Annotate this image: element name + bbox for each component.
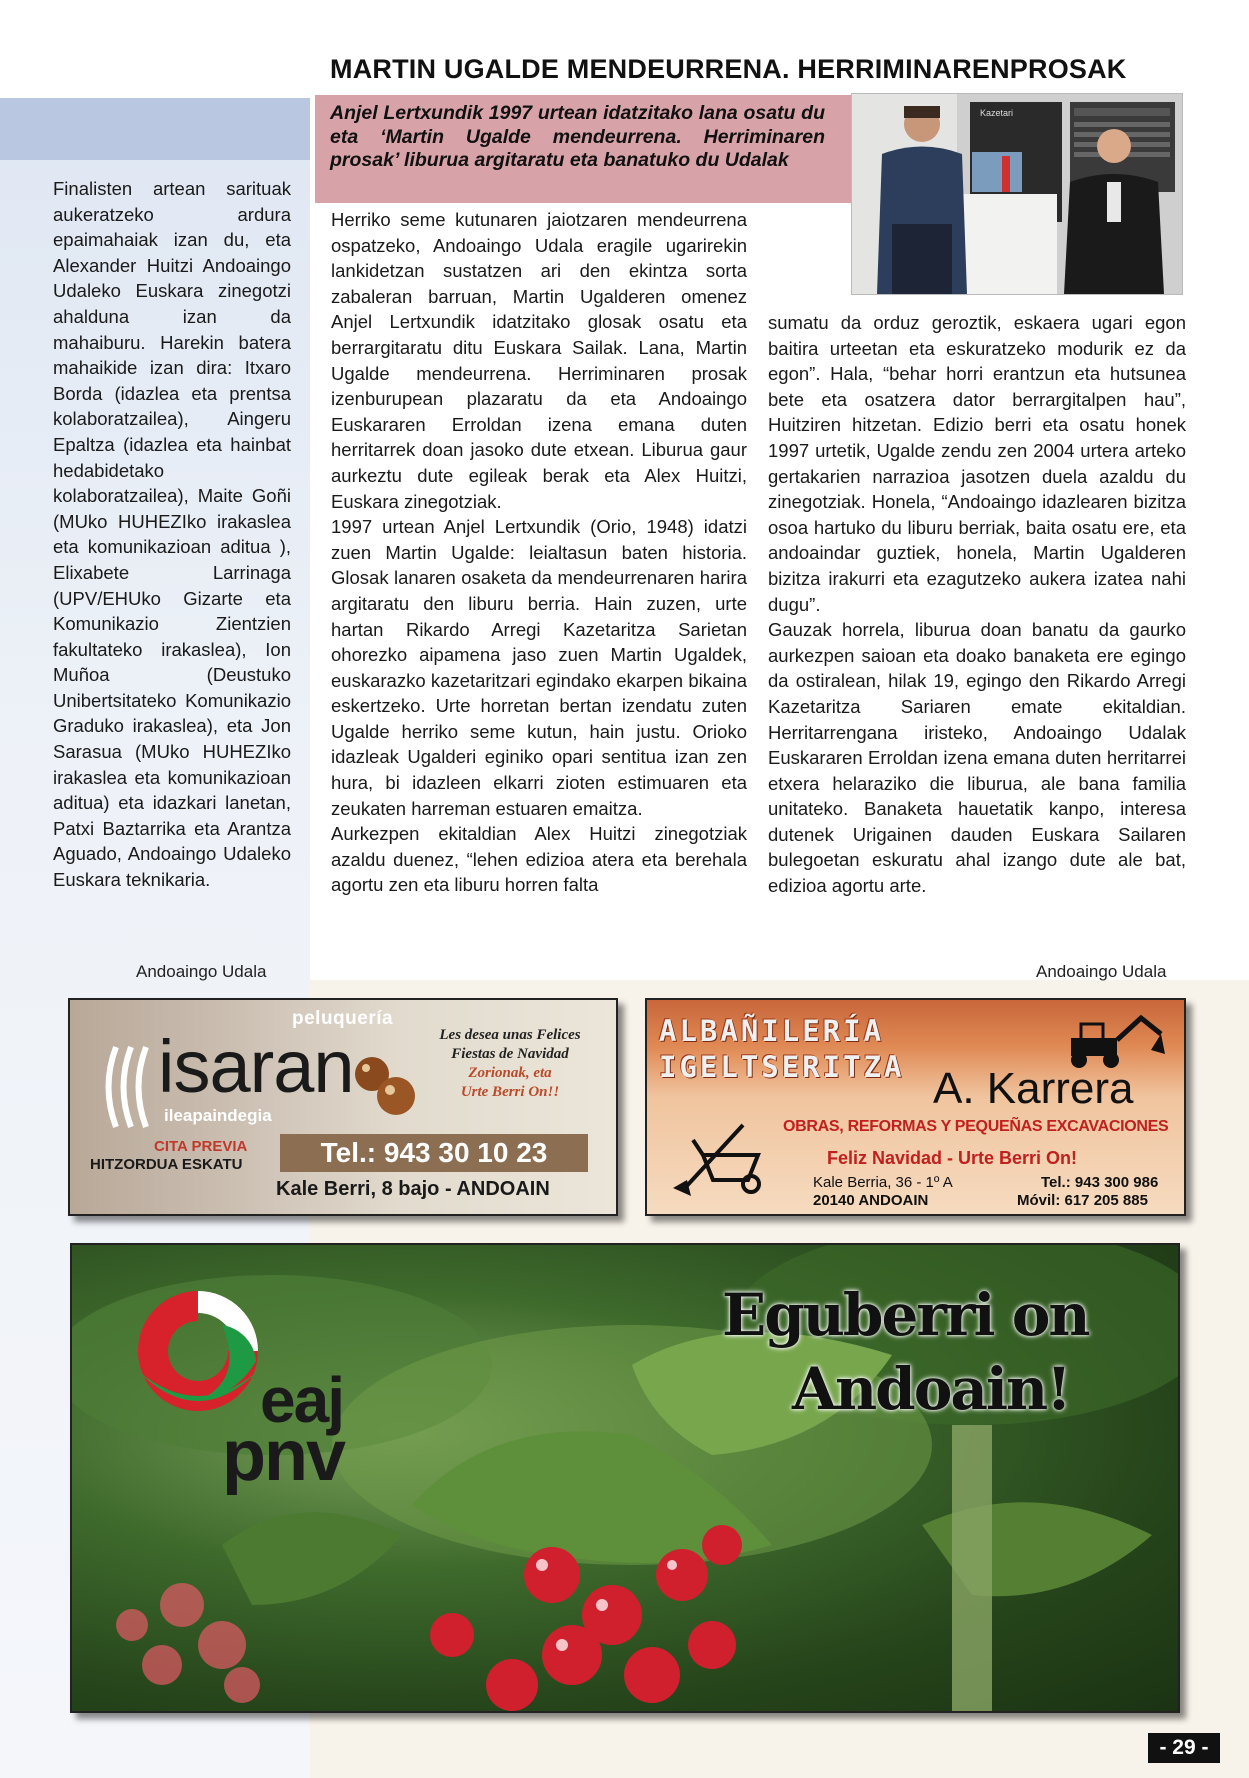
photo-poster-label: Kazetari xyxy=(980,108,1014,118)
wheelbarrow-shovel-icon xyxy=(663,1110,773,1200)
right-paragraph-2: Gauzak horrela, liburua doan banatu da gaurko aurkezpen saioan eta doako banaketa ere egingo da ostiralean, hilak 19, egingo den Rikardo Arregi Kazetaritza Sariaren emate ekitaldian. Herritarrengana iristeko, Andoaingo Udalak Euskararen Erroldan izena emana duten herritarrei etxera helaraziko die liburua, ale bana familia unitateko. Banaketa hauetatik kanpo, interesa dutenek Urigainen dauden Euskara Sailaren bulegoetan eskuratu ahal izango dute ale bat, edizioa agortu arte. xyxy=(768,619,1186,897)
pnv-logo-icon xyxy=(118,1281,278,1421)
photo-illustration xyxy=(852,94,1182,294)
isaran-swirl-logo xyxy=(96,1042,166,1132)
left-column-text: Finalisten artean sarituak aukeratzeko ardura epaimahaiak izan du, eta Alexander Huitzi Andoaingo Udaleko Euskara zinegotzi ahalduna izan da mahaiburu. Harekin batera mahaikide izan dira: Itxaro Borda (idazlea eta prentsa kolaboratzailea), Aingeru Epaltza (idazlea eta hainbat hedabidetako kolaboratzailea), Maite Goñi (MUko HUHEZIko irakaslea eta komunikazioan aditua ), Elixabete Larrinaga (UPV/EHUko Gizarte eta Komunikazio Zientzien fakultateko irakaslea), Ion Muñoa (Deustuko Unibertsitateko Komunikazio Graduko irakaslea), eta Jon Sarasua (MUko HUHEZIko irakaslea eta komunikazioan aditua) eta idazkari lanetan, Patxi Baztarrika eta Arantza Aguado, Andoaingo Udaleko Euskara teknikaria. xyxy=(53,178,291,891)
isaran-greeting-3: Zorionak, eta xyxy=(468,1065,552,1081)
isaran-address: Kale Berri, 8 bajo - ANDOAIN xyxy=(276,1178,550,1200)
right-paragraph-1: sumatu da orduz geroztik, eskaera ugari egon baitira urteetan eta eskuratzeko modurik ez da egon”. Hala, “behar horri erantzun eta hutsunea bete eta osatzera dator berrargitalpen hau”, Huitziren hitzetan. Edizio berri eta osatu honek 1997 urtetik, Ugalde zendu zen 2004 urtera arteko gertakarien narrazioa jasotzen duela azaldu du zinegotziak. Honela, “Andoaingo idazlearen bizitza osoa hartuko du liburu berriak, baita osatu ere, eta andoaindar guztiek, honela, Martin Ugalderen bizitza irakurri eta ezagutzeko aukera izatea nahi dugu”. xyxy=(768,312,1186,615)
isaran-phone[interactable]: Tel.: 943 30 10 23 xyxy=(280,1134,588,1172)
article-lead: Anjel Lertxundik 1997 urtean idatzitako lana osatu du eta ‘Martin Ugalde mendeurrena. Herriminaren prosak’ liburua argitaratu eta banatuko du Udalak xyxy=(330,102,825,171)
left-column-signature: Andoaingo Udala xyxy=(136,962,267,981)
isaran-greeting-4: Urte Berri On!! xyxy=(460,1084,560,1100)
isaran-cita-previa: CITA PREVIA xyxy=(154,1138,248,1155)
isaran-greeting-1: Les desea unas Felices xyxy=(439,1027,581,1043)
pnv-greeting-2: Andoain! xyxy=(792,1355,1070,1423)
karrera-advertisement[interactable] xyxy=(645,998,1186,1216)
excavator-icon xyxy=(1061,1010,1171,1070)
left-column xyxy=(53,176,291,893)
karrera-address-1: Kale Berria, 36 - 1º A xyxy=(813,1174,953,1191)
article-photo xyxy=(851,93,1183,295)
isaran-greeting-2: Fiestas de Navidad xyxy=(451,1046,569,1062)
karrera-brand: A. Karrera xyxy=(933,1064,1134,1113)
karrera-phone[interactable]: Tel.: 943 300 986 xyxy=(1041,1174,1159,1191)
middle-paragraph-3: Aurkezpen ekitaldian Alex Huitzi zinegotziak azaldu duenez, “lehen edizioa atera eta berehala agortu zen eta liburu horren falta xyxy=(331,823,747,896)
left-blue-band xyxy=(0,98,310,160)
karrera-line-1: ALBAÑILERÍA xyxy=(659,1014,885,1048)
pnv-logo-pnv: pnv xyxy=(222,1416,345,1496)
karrera-address-2: 20140 ANDOAIN xyxy=(813,1192,929,1209)
isaran-top-label: peluquería xyxy=(292,1008,394,1029)
isaran-brand: isaran xyxy=(158,1025,354,1108)
article-headline: MARTIN UGALDE MENDEURRENA. HERRIMINARENPROSAK xyxy=(330,54,1127,84)
karrera-greeting: Feliz Navidad - Urte Berri On! xyxy=(827,1148,1078,1168)
isaran-hitzordua: HITZORDUA ESKATU xyxy=(90,1156,243,1173)
karrera-line-2: IGELTSERITZA xyxy=(659,1050,905,1084)
karrera-mobile[interactable]: Móvil: 617 205 885 xyxy=(1017,1192,1148,1209)
middle-paragraph-2: 1997 urtean Anjel Lertxundik (Orio, 1948) idatzi zuen Martin Ugalde: leialtasun baten historia. Glosak lanaren osaketa da mendeurrenaren harira argitaratu den liburu berria. Hain zuzen, urte hartan Rikardo Arregi Kazetaritza Sarietan ohorezko aipamena jaso zuen Martin Ugaldek, euskarazko kazetaritzari egindako ekarpen bikaina eskertzeko. Urte horretan bertan izendatu zuten Ugalde herriko seme kutun, hain justu. Orioko idazleak Ugalderi eginiko opari sentitua izan zen hura, bi idazleen elkarri zioten estimuaren eta zeukaten harreman estuaren emaitza. xyxy=(331,516,747,819)
right-column-signature: Andoaingo Udala xyxy=(1036,962,1167,981)
karrera-services: OBRAS, REFORMAS Y PEQUEÑAS EXCAVACIONES xyxy=(783,1118,1169,1135)
christmas-ornaments-icon xyxy=(350,1048,420,1118)
isaran-advertisement[interactable] xyxy=(68,998,618,1216)
pnv-greeting-1: Eguberri on xyxy=(722,1281,1089,1349)
page-number: - 29 - xyxy=(1148,1733,1220,1763)
pnv-christmas-advertisement[interactable] xyxy=(70,1243,1180,1713)
isaran-subtitle: ileapaindegia xyxy=(164,1106,272,1125)
middle-column xyxy=(331,207,747,898)
middle-paragraph-1: Herriko seme kutunaren jaiotzaren mendeurrena ospatzeko, Andoaingo Udala eragile ugarirekin lankidetzan sustatzen ari den ekintza sorta zabaleran barruan, Martin Ugalderen omenez Anjel Lertxundik idatzitako glosak osatu eta berrargitaratu ditu Euskara Sailak. Lana, Martin Ugalde mendeurrena. Herriminaren prosak izenburupean plazaratu da eta Andoaingo Euskararen Erroldan izena emana duten herritarrek doan jasoko dute etxean. Liburua gaur aurkeztu dute egileak berak eta Alex Huitzi, Euskara zinegotziak. xyxy=(331,209,747,512)
pnv-logo-eaj: eaj xyxy=(260,1364,343,1436)
right-column xyxy=(768,310,1186,899)
isaran-greeting xyxy=(420,1026,600,1102)
